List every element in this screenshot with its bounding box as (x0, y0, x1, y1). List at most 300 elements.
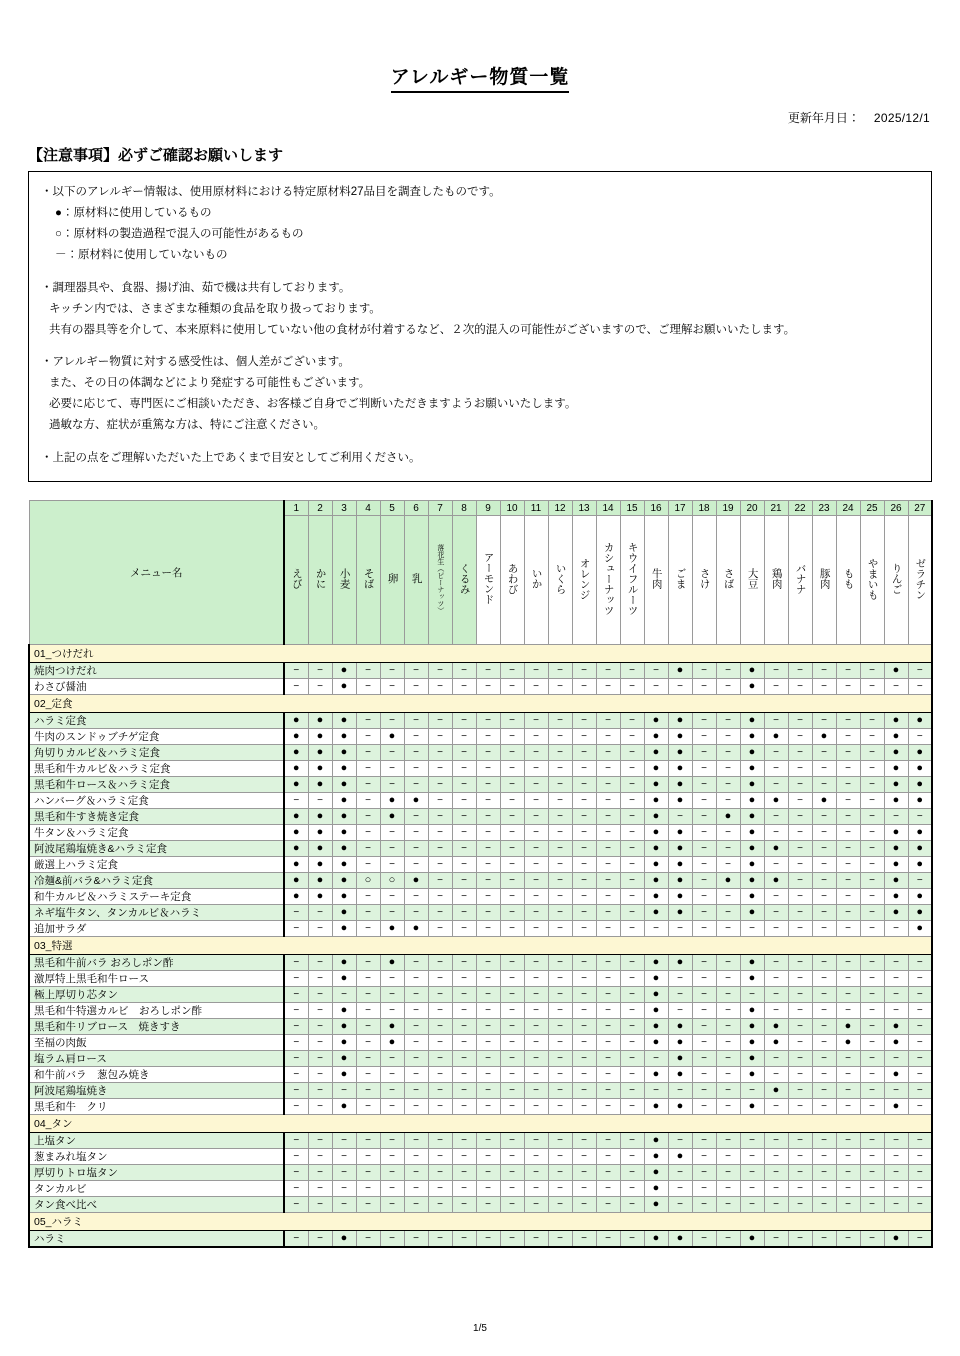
mark-none-icon: − (725, 1134, 731, 1146)
allergen-cell-5 (380, 777, 404, 793)
mark-none-icon: − (581, 890, 587, 902)
mark-none-icon: − (413, 1232, 419, 1244)
mark-none-icon: − (293, 922, 300, 934)
allergen-cell-11 (524, 777, 548, 793)
allergen-cell-19 (716, 1197, 740, 1213)
mark-none-icon: − (557, 1036, 563, 1048)
mark-contains-icon: ● (892, 1100, 900, 1113)
mark-none-icon: − (413, 842, 419, 854)
mark-none-icon: − (437, 778, 443, 790)
mark-none-icon: − (629, 1004, 635, 1016)
allergen-cell-12 (548, 1067, 572, 1083)
mark-none-icon: − (725, 680, 731, 692)
mark-contains-icon: ● (892, 1036, 900, 1049)
allergen-cell-27 (908, 1165, 932, 1181)
allergen-cell-10 (500, 1051, 524, 1067)
allergen-cell-12 (548, 1051, 572, 1067)
allergen-cell-1 (284, 889, 308, 905)
allergen-cell-26 (884, 987, 908, 1003)
mark-none-icon: − (845, 680, 851, 692)
mark-none-icon: − (365, 956, 371, 968)
allergen-cell-20 (740, 729, 764, 745)
mark-none-icon: − (485, 680, 491, 692)
mark-none-icon: − (773, 746, 779, 758)
allergen-cell-9 (476, 1149, 500, 1165)
mark-none-icon: − (293, 1150, 300, 1162)
mark-none-icon: − (557, 988, 563, 1000)
allergen-cell-14 (596, 987, 620, 1003)
mark-none-icon: − (485, 730, 491, 742)
allergen-cell-3 (332, 1067, 356, 1083)
mark-none-icon: − (797, 922, 803, 934)
mark-none-icon: − (701, 762, 707, 774)
mark-none-icon: − (629, 842, 635, 854)
allergen-cell-15 (620, 1099, 644, 1115)
allergen-cell-4 (356, 841, 380, 857)
allergen-cell-14 (596, 1231, 620, 1248)
allergen-cell-18 (692, 679, 716, 695)
allergen-cell-8 (452, 905, 476, 921)
mark-none-icon: − (725, 1004, 731, 1016)
mark-none-icon: − (509, 1182, 515, 1194)
allergen-cell-1 (284, 987, 308, 1003)
mark-none-icon: − (821, 1020, 827, 1032)
allergen-cell-24 (836, 857, 860, 873)
allergen-cell-1 (284, 1099, 308, 1115)
allergen-cell-7 (428, 825, 452, 841)
allergen-cell-1 (284, 663, 308, 679)
mark-none-icon: − (581, 664, 587, 676)
mark-contains-icon: ● (748, 842, 756, 855)
mark-none-icon: − (317, 1134, 323, 1146)
mark-none-icon: − (485, 1036, 491, 1048)
mark-none-icon: − (869, 1052, 875, 1064)
mark-none-icon: − (821, 778, 827, 790)
allergen-cell-13 (572, 663, 596, 679)
allergen-cell-8 (452, 1051, 476, 1067)
mark-none-icon: − (797, 956, 803, 968)
allergen-cell-9 (476, 921, 500, 937)
allergen-cell-1 (284, 1197, 308, 1213)
mark-contains-icon: ● (340, 874, 348, 887)
allergen-cell-18 (692, 713, 716, 729)
mark-none-icon: − (317, 1182, 323, 1194)
mark-contains-icon: ● (412, 794, 420, 807)
allergen-cell-19 (716, 987, 740, 1003)
mark-none-icon: − (341, 1084, 347, 1096)
menu-name-header: メニュー名 (29, 501, 284, 645)
mark-none-icon: − (725, 906, 731, 918)
allergen-cell-8 (452, 889, 476, 905)
mark-none-icon: − (509, 826, 515, 838)
mark-none-icon: − (509, 1198, 515, 1210)
mark-none-icon: − (869, 842, 875, 854)
allergen-cell-22 (788, 905, 812, 921)
notice-line: ・アレルギー物質に対する感受性は、個人差がございます。 (41, 356, 350, 369)
allergen-cell-9 (476, 761, 500, 777)
table-section-row (29, 1213, 932, 1231)
allergen-label-14 (596, 516, 620, 645)
allergen-cell-17 (668, 889, 692, 905)
notice-line: キッチン内では、さまざまな種類の食品を取り扱っております。 (49, 302, 381, 315)
table-row (29, 745, 932, 761)
allergen-cell-10 (500, 1181, 524, 1197)
mark-none-icon: − (293, 1052, 300, 1064)
allergen-cell-6 (404, 1099, 428, 1115)
table-row (29, 793, 932, 809)
mark-none-icon: − (869, 1020, 875, 1032)
mark-none-icon: − (533, 1084, 539, 1096)
allergen-cell-7 (428, 841, 452, 857)
mark-none-icon: − (557, 1084, 563, 1096)
mark-none-icon: − (725, 714, 731, 726)
mark-none-icon: − (869, 730, 875, 742)
mark-none-icon: − (557, 730, 563, 742)
menu-item-name: 極上厚切り芯タン (29, 987, 284, 1003)
allergen-cell-1 (284, 857, 308, 873)
allergen-cell-9 (476, 729, 500, 745)
allergen-cell-10 (500, 921, 524, 937)
allergen-cell-18 (692, 1165, 716, 1181)
mark-contains-icon: ● (676, 794, 684, 807)
mark-none-icon: − (533, 826, 539, 838)
mark-none-icon: − (365, 972, 371, 984)
mark-contains-icon: ● (748, 762, 756, 775)
allergen-label-text: あわび (506, 562, 519, 595)
allergen-cell-20 (740, 1133, 764, 1149)
mark-none-icon: − (821, 956, 827, 968)
mark-contains-icon: ● (652, 730, 660, 743)
allergen-cell-12 (548, 793, 572, 809)
allergen-cell-13 (572, 713, 596, 729)
table-row (29, 1051, 932, 1067)
allergen-cell-2 (308, 729, 332, 745)
mark-none-icon: − (461, 1182, 467, 1194)
mark-none-icon: − (605, 730, 611, 742)
allergen-cell-21 (764, 1051, 788, 1067)
mark-contains-icon: ● (748, 680, 756, 693)
mark-none-icon: − (389, 906, 395, 918)
menu-item-name: 黒毛和牛カルビ＆ハラミ定食 (29, 761, 284, 777)
mark-none-icon: − (797, 664, 803, 676)
mark-none-icon: − (509, 714, 515, 726)
mark-none-icon: − (629, 794, 635, 806)
mark-none-icon: − (725, 1232, 731, 1244)
allergen-cell-15 (620, 921, 644, 937)
mark-none-icon: − (821, 1182, 827, 1194)
mark-contains-icon: ● (340, 1052, 348, 1065)
allergen-cell-3 (332, 825, 356, 841)
allergen-cell-25 (860, 729, 884, 745)
allergen-cell-3 (332, 1231, 356, 1248)
mark-none-icon: − (365, 794, 371, 806)
mark-none-icon: − (893, 972, 899, 984)
allergen-cell-25 (860, 889, 884, 905)
mark-none-icon: − (845, 762, 851, 774)
allergen-cell-7 (428, 1197, 452, 1213)
allergen-cell-22 (788, 825, 812, 841)
allergen-cell-3 (332, 1165, 356, 1181)
allergen-cell-5 (380, 905, 404, 921)
mark-none-icon: − (413, 906, 419, 918)
allergen-label-text: いくら (554, 562, 567, 595)
allergen-cell-11 (524, 889, 548, 905)
allergen-cell-2 (308, 809, 332, 825)
allergen-cell-24 (836, 971, 860, 987)
mark-contains-icon: ● (892, 1232, 900, 1245)
allergen-cell-10 (500, 713, 524, 729)
allergen-cell-8 (452, 1019, 476, 1035)
allergen-cell-22 (788, 873, 812, 889)
mark-none-icon: − (509, 922, 515, 934)
allergen-cell-20 (740, 761, 764, 777)
mark-none-icon: − (485, 858, 491, 870)
allergen-cell-23 (812, 1067, 836, 1083)
mark-none-icon: − (461, 746, 467, 758)
mark-none-icon: − (629, 906, 635, 918)
mark-contains-icon: ● (652, 714, 660, 727)
mark-none-icon: − (797, 842, 803, 854)
allergen-cell-9 (476, 809, 500, 825)
mark-none-icon: − (485, 1020, 491, 1032)
mark-none-icon: − (581, 1134, 587, 1146)
allergen-cell-18 (692, 1003, 716, 1019)
allergen-cell-7 (428, 1099, 452, 1115)
allergen-cell-3 (332, 987, 356, 1003)
mark-none-icon: − (365, 680, 371, 692)
allergen-cell-5 (380, 1181, 404, 1197)
allergen-cell-12 (548, 679, 572, 695)
allergen-cell-17 (668, 857, 692, 873)
mark-none-icon: − (749, 1198, 755, 1210)
mark-none-icon: − (605, 1084, 611, 1096)
mark-contains-icon: ● (652, 1004, 660, 1017)
mark-none-icon: − (581, 922, 587, 934)
allergen-cell-20 (740, 745, 764, 761)
mark-none-icon: − (629, 972, 635, 984)
allergen-cell-12 (548, 905, 572, 921)
allergen-cell-12 (548, 1083, 572, 1099)
allergen-cell-22 (788, 955, 812, 971)
allergen-cell-14 (596, 841, 620, 857)
table-row (29, 761, 932, 777)
mark-contains-icon: ● (340, 906, 348, 919)
allergen-cell-24 (836, 955, 860, 971)
mark-none-icon: − (485, 1150, 491, 1162)
mark-none-icon: − (413, 714, 419, 726)
allergen-cell-6 (404, 1165, 428, 1181)
mark-none-icon: − (821, 1036, 827, 1048)
allergen-number-11: 11 (524, 501, 548, 516)
allergen-cell-25 (860, 713, 884, 729)
mark-none-icon: − (893, 1004, 899, 1016)
allergen-cell-11 (524, 679, 548, 695)
mark-none-icon: − (317, 794, 323, 806)
allergen-cell-8 (452, 729, 476, 745)
allergen-cell-26 (884, 1051, 908, 1067)
allergen-cell-9 (476, 745, 500, 761)
allergen-cell-16 (644, 873, 668, 889)
mark-none-icon: − (437, 1020, 443, 1032)
allergen-number-2: 2 (308, 501, 332, 516)
mark-none-icon: − (365, 1052, 371, 1064)
allergen-cell-1 (284, 745, 308, 761)
mark-none-icon: − (389, 1232, 395, 1244)
allergen-cell-23 (812, 987, 836, 1003)
allergen-cell-23 (812, 729, 836, 745)
allergen-cell-10 (500, 955, 524, 971)
mark-contains-icon: ● (388, 730, 396, 743)
allergen-cell-21 (764, 889, 788, 905)
allergen-cell-22 (788, 679, 812, 695)
allergen-cell-8 (452, 825, 476, 841)
table-row (29, 663, 932, 679)
mark-none-icon: − (413, 956, 419, 968)
mark-none-icon: − (845, 1198, 851, 1210)
mark-none-icon: − (413, 1020, 419, 1032)
mark-none-icon: − (557, 1182, 563, 1194)
allergen-cell-19 (716, 825, 740, 841)
mark-none-icon: − (916, 664, 923, 676)
mark-none-icon: − (293, 956, 300, 968)
allergen-cell-25 (860, 955, 884, 971)
allergen-cell-19 (716, 745, 740, 761)
allergen-cell-12 (548, 873, 572, 889)
mark-none-icon: − (557, 664, 563, 676)
allergen-cell-27 (908, 1067, 932, 1083)
allergen-cell-25 (860, 1149, 884, 1165)
mark-none-icon: − (821, 972, 827, 984)
allergen-cell-22 (788, 1165, 812, 1181)
mark-none-icon: − (773, 1198, 779, 1210)
allergen-cell-5 (380, 1149, 404, 1165)
mark-none-icon: − (581, 972, 587, 984)
mark-none-icon: − (701, 1068, 707, 1080)
allergen-cell-4 (356, 729, 380, 745)
mark-none-icon: − (797, 680, 803, 692)
allergen-cell-15 (620, 1165, 644, 1181)
mark-contains-icon: ● (292, 858, 300, 871)
allergen-cell-12 (548, 1003, 572, 1019)
allergen-cell-4 (356, 921, 380, 937)
allergen-cell-14 (596, 1051, 620, 1067)
table-row (29, 1003, 932, 1019)
allergen-cell-21 (764, 987, 788, 1003)
mark-none-icon: − (389, 664, 395, 676)
allergen-cell-1 (284, 1181, 308, 1197)
allergen-cell-2 (308, 1051, 332, 1067)
mark-none-icon: − (725, 858, 731, 870)
allergen-cell-9 (476, 1035, 500, 1051)
allergen-cell-23 (812, 1181, 836, 1197)
mark-none-icon: − (916, 1004, 923, 1016)
allergen-cell-23 (812, 1133, 836, 1149)
allergen-cell-27 (908, 1181, 932, 1197)
allergen-cell-17 (668, 1019, 692, 1035)
mark-contains-icon: ● (748, 1004, 756, 1017)
mark-none-icon: − (461, 810, 467, 822)
allergen-cell-6 (404, 1051, 428, 1067)
mark-none-icon: − (437, 1004, 443, 1016)
mark-none-icon: − (605, 1232, 611, 1244)
allergen-cell-12 (548, 825, 572, 841)
allergen-cell-15 (620, 761, 644, 777)
mark-none-icon: − (749, 1084, 755, 1096)
mark-none-icon: − (701, 1084, 707, 1096)
allergen-cell-12 (548, 1019, 572, 1035)
mark-contains-icon: ● (748, 778, 756, 791)
mark-none-icon: − (605, 874, 611, 886)
mark-none-icon: − (365, 1150, 371, 1162)
allergen-cell-4 (356, 889, 380, 905)
mark-none-icon: − (485, 1068, 491, 1080)
menu-item-name: 追加サラダ (29, 921, 284, 937)
mark-contains-icon: ● (340, 794, 348, 807)
mark-none-icon: − (437, 858, 443, 870)
allergen-cell-26 (884, 1149, 908, 1165)
allergen-cell-21 (764, 793, 788, 809)
allergen-cell-1 (284, 1067, 308, 1083)
allergen-cell-26 (884, 713, 908, 729)
menu-item-name: 阿波尾鶏塩焼き (29, 1083, 284, 1099)
menu-item-name: 角切りカルビ＆ハラミ定食 (29, 745, 284, 761)
allergen-cell-12 (548, 1181, 572, 1197)
mark-none-icon: − (317, 1036, 323, 1048)
mark-none-icon: − (773, 680, 779, 692)
mark-contains-icon: ● (340, 890, 348, 903)
allergen-cell-25 (860, 1099, 884, 1115)
allergen-cell-25 (860, 663, 884, 679)
mark-none-icon: − (485, 842, 491, 854)
mark-none-icon: − (533, 890, 539, 902)
mark-contains-icon: ● (892, 714, 900, 727)
mark-none-icon: − (581, 1036, 587, 1048)
allergen-cell-19 (716, 1099, 740, 1115)
mark-none-icon: − (485, 972, 491, 984)
mark-none-icon: − (773, 1052, 779, 1064)
allergen-number-12: 12 (548, 501, 572, 516)
mark-none-icon: − (389, 680, 395, 692)
mark-none-icon: − (869, 826, 875, 838)
mark-none-icon: − (461, 762, 467, 774)
allergen-cell-26 (884, 663, 908, 679)
mark-none-icon: − (581, 746, 587, 758)
allergen-cell-17 (668, 841, 692, 857)
mark-none-icon: − (845, 1150, 851, 1162)
table-row (29, 809, 932, 825)
mark-contains-icon: ● (892, 874, 900, 887)
allergen-label-24 (836, 516, 860, 645)
mark-none-icon: − (389, 826, 395, 838)
mark-none-icon: − (413, 1036, 419, 1048)
allergen-cell-14 (596, 873, 620, 889)
allergen-cell-10 (500, 1133, 524, 1149)
mark-none-icon: − (605, 842, 611, 854)
allergen-cell-3 (332, 761, 356, 777)
mark-none-icon: − (701, 858, 707, 870)
allergen-number-16: 16 (644, 501, 668, 516)
allergen-cell-6 (404, 809, 428, 825)
mark-contains-icon: ● (916, 746, 924, 759)
mark-none-icon: − (677, 1182, 683, 1194)
allergen-cell-27 (908, 825, 932, 841)
allergen-cell-12 (548, 1165, 572, 1181)
allergen-cell-27 (908, 1051, 932, 1067)
allergen-cell-18 (692, 1035, 716, 1051)
allergen-cell-4 (356, 955, 380, 971)
allergen-cell-26 (884, 873, 908, 889)
mark-contains-icon: ● (316, 890, 324, 903)
